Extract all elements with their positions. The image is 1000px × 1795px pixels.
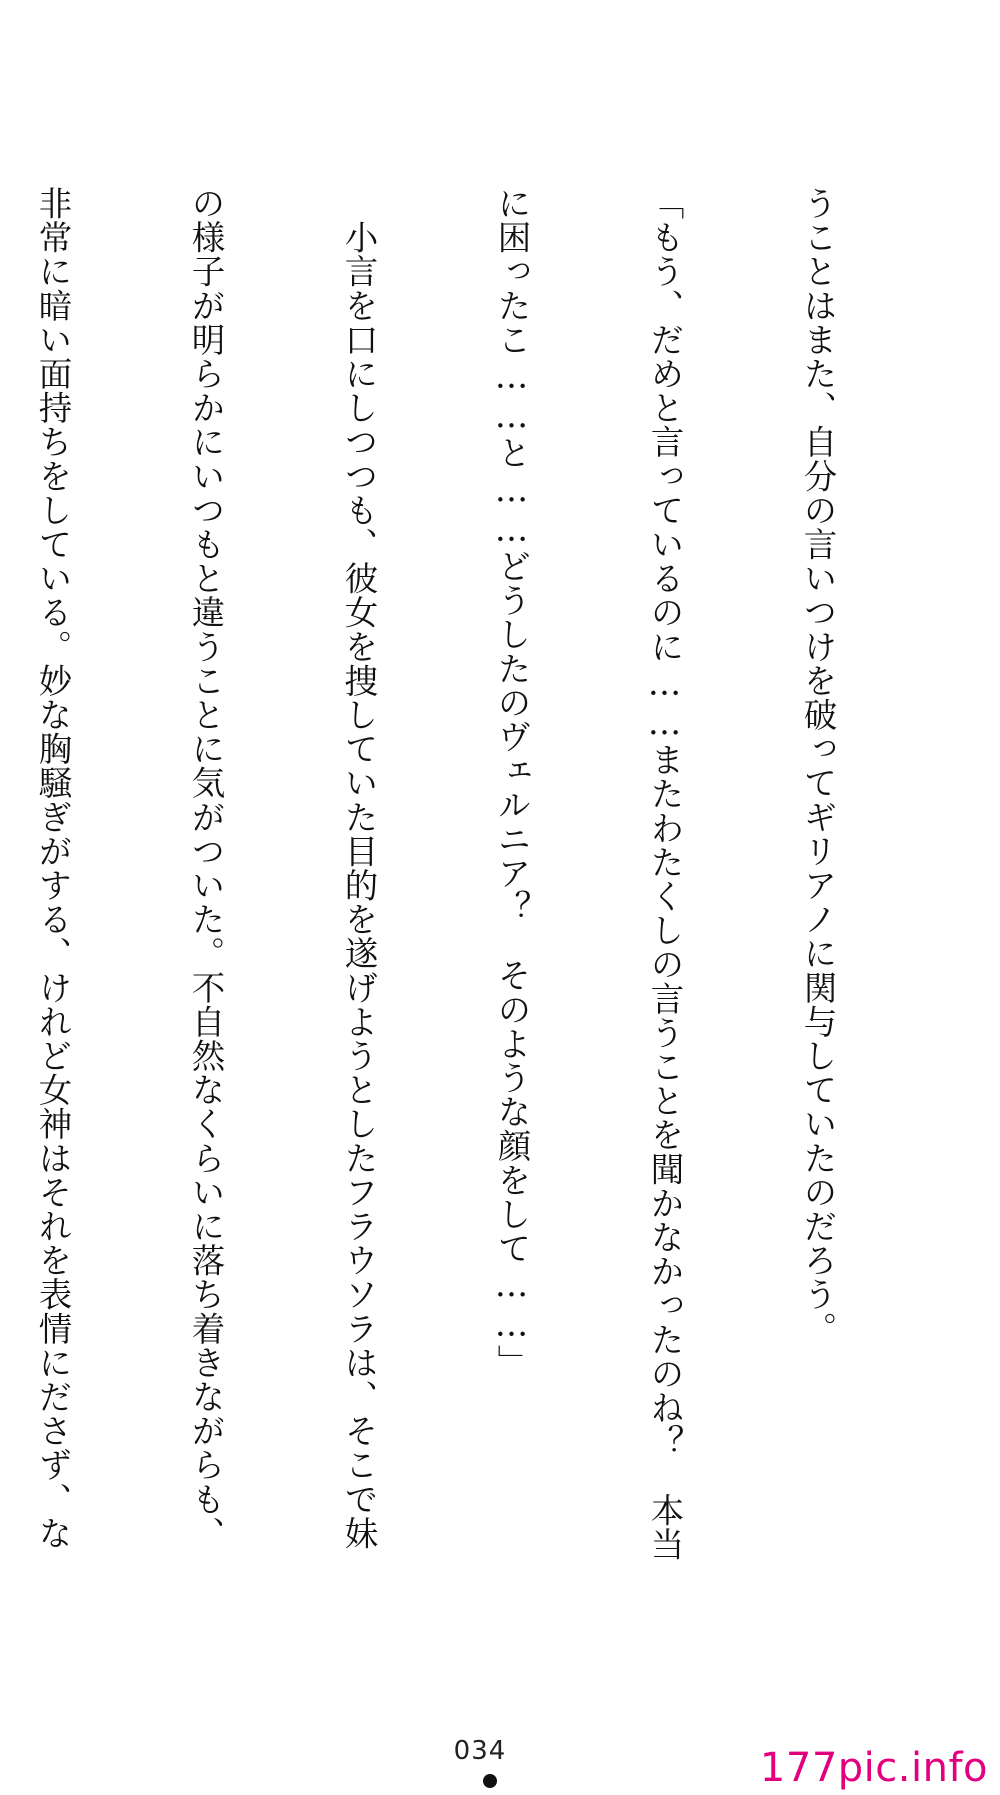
text-line: に困ったこ……と……どうしたのヴェルニア？ そのような顔をして……」 <box>492 186 531 1379</box>
vertical-text-body <box>33 186 945 1561</box>
text-line: の様子が明らかにいつもと違うことに気がついた。不自然なくらいに落ち着きながらも、 <box>186 186 225 1550</box>
text-line: 小言を口にしつつも、彼女を捜していた目的を遂げようとしたフラウソラは、そこで妹 <box>339 186 378 1550</box>
text-line: うことはまた、自分の言いつけを破ってギリアノに関与していたのだろう。 <box>798 186 837 1346</box>
text-line: 「もう、だめと言っているのに……またわたくしの言うことを聞かなかったのね？ 本当 <box>645 186 684 1561</box>
page-number: 034 <box>453 1736 507 1766</box>
page-marker-dot <box>483 1774 497 1788</box>
text-line: 非常に暗い面持ちをしている。妙な胸騒ぎがする、けれど女神はそれを表情にださず、な <box>33 186 72 1550</box>
watermark-text: 177pic.info <box>759 1745 988 1791</box>
